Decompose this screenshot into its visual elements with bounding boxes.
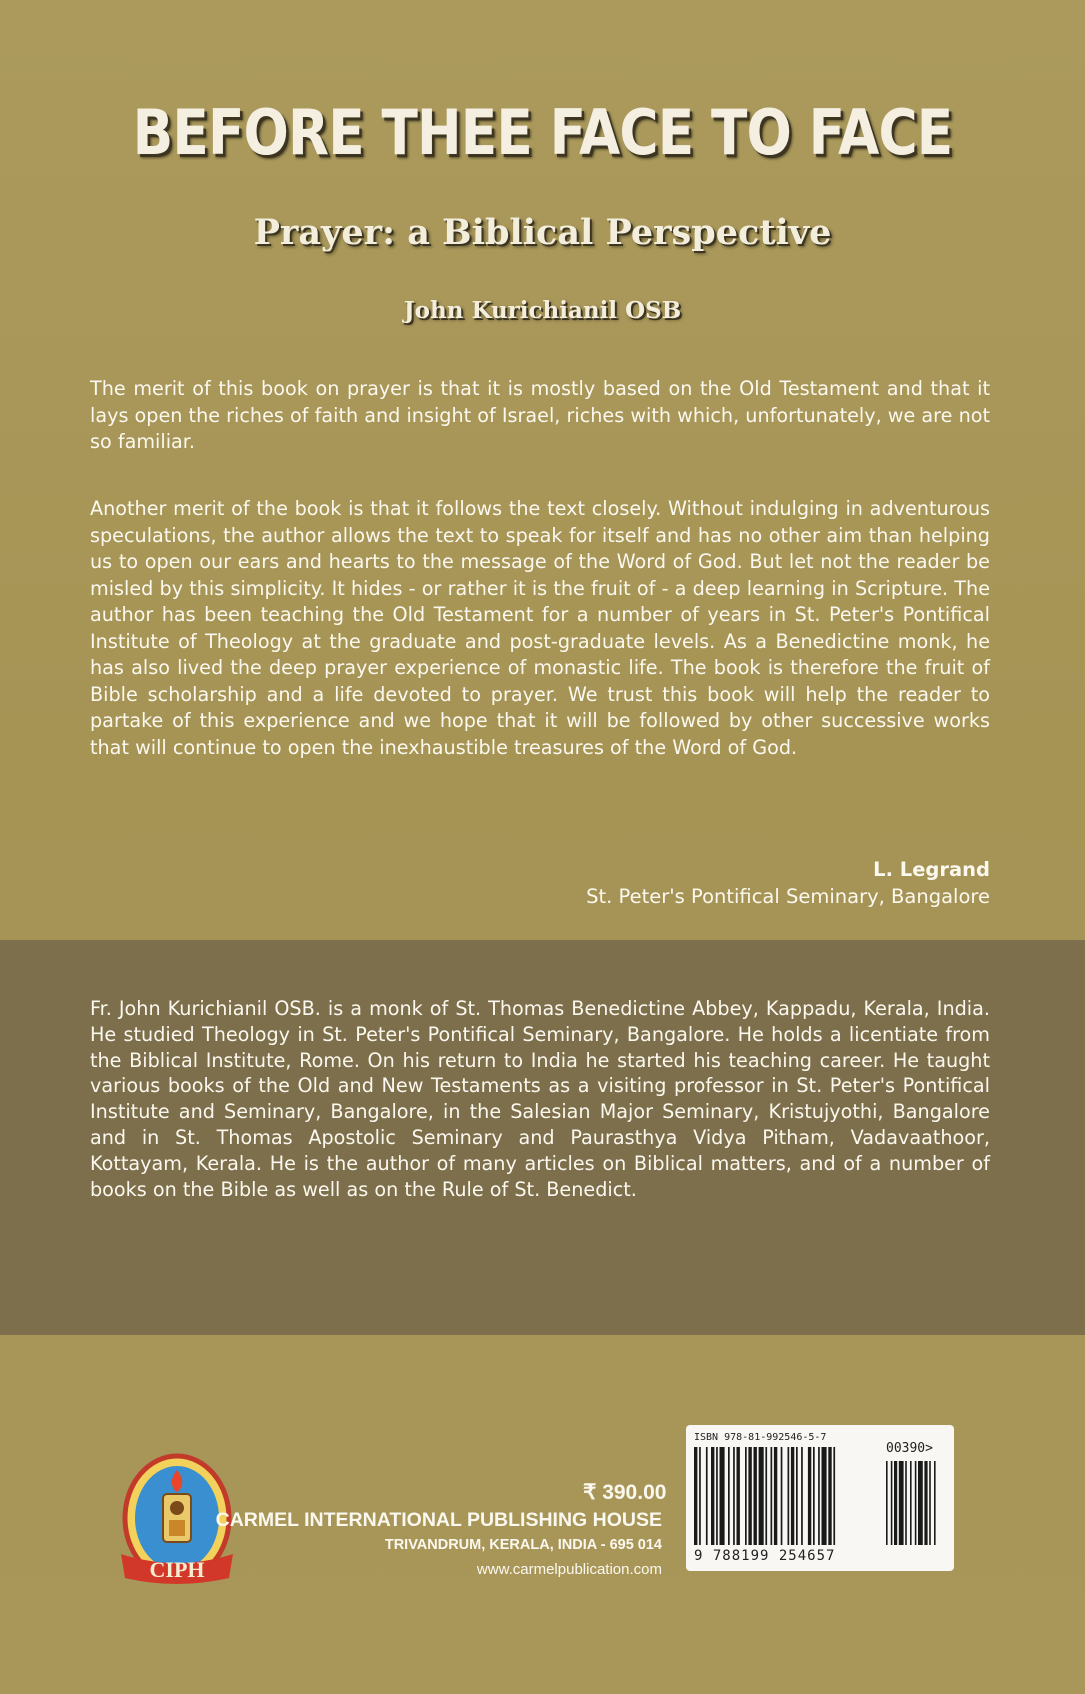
logo-lettering: CIPH — [149, 1557, 205, 1582]
barcode-bar — [822, 1447, 827, 1545]
isbn-label: ISBN 978-81-992546-5-7 — [694, 1432, 827, 1443]
barcode-bar — [818, 1447, 820, 1545]
foreword-signatory-affiliation: St. Peter's Pontifical Seminary, Bangalore — [586, 885, 990, 908]
publisher-address: TRIVANDRUM, KERALA, INDIA - 695 014 — [384, 1537, 662, 1553]
author-bio: Fr. John Kurichianil OSB. is a monk of St. Thomas Benedictine Abbey, Kappadu, Kerala, India. He studied Theology in St. Peter's Pontifical Seminary, Bangalore. He holds a licentiate from the Biblical Institute, Rome. On his return to India he started his teaching career. He taught various books of the Old and New Testaments as a visiting professor in St. Peter's Pontifical Institute and Seminary, Bangalore, in the Salesian Major Seminary, Kristujyothi, Bangalore and in St. Thomas Apostolic Seminary and Paurasthya Vidya Pitham, Vadavaathoor, Kottayam, Kerala. He is the author of many articles on Biblical matters, and of a number of books on the Bible as well as on the Rule of St. Benedict. — [90, 997, 990, 1201]
barcode-bar — [813, 1447, 815, 1545]
barcode-bar — [771, 1447, 773, 1545]
barcode-addon-bar — [886, 1461, 888, 1545]
barcode-addon-bar — [910, 1461, 912, 1545]
barcode-bar — [833, 1447, 835, 1545]
barcode-bar — [828, 1447, 831, 1545]
barcode-bar — [706, 1447, 708, 1545]
foreword-signatory: L. Legrand — [873, 858, 990, 881]
price: ₹ 390.00 — [583, 1481, 667, 1504]
barcode-addon-bar — [929, 1461, 931, 1545]
barcode-bar — [774, 1447, 777, 1545]
barcode-bar — [745, 1447, 747, 1545]
barcode-bar — [788, 1447, 790, 1545]
barcode-bar — [765, 1447, 767, 1545]
barcode-bars — [692, 1447, 948, 1547]
barcode-bar — [808, 1447, 811, 1545]
isbn-barcode — [686, 1425, 954, 1571]
isbn-number: 9 788199 254657 — [694, 1548, 836, 1564]
publisher-name: CARMEL INTERNATIONAL PUBLISHING HOUSE — [215, 1509, 662, 1531]
foreword-paragraph-1: The merit of this book on prayer is that it is mostly based on the Old Testament and that it lays open the riches of faith and insight of Israel, riches with which, unfortunately, we are not so familiar. — [90, 377, 990, 453]
barcode-bar — [796, 1447, 798, 1545]
barcode-addon-bar — [918, 1461, 923, 1545]
barcode-bar — [699, 1447, 701, 1545]
book-subtitle: Prayer: a Biblical Perspective — [253, 212, 832, 253]
barcode-addon-bar — [899, 1461, 904, 1545]
book-author: John Kurichianil OSB — [403, 297, 682, 324]
barcode-addon-bar — [905, 1461, 907, 1545]
barcode-bar — [748, 1447, 751, 1545]
barcode-bar — [801, 1447, 803, 1545]
barcode-bar — [716, 1447, 718, 1545]
barcode-bar — [733, 1447, 735, 1545]
barcode-bar — [728, 1447, 730, 1545]
barcode-addon-bar — [894, 1461, 897, 1545]
book-title: BEFORE THEE FACE TO FACE — [132, 96, 953, 169]
barcode-bar — [737, 1447, 740, 1545]
barcode-bar — [720, 1447, 725, 1545]
barcode-bar — [791, 1447, 794, 1545]
barcode-addon-bar — [924, 1461, 927, 1545]
foreword-paragraph-2: Another merit of the book is that it follows the text closely. Without indulging in adventurous speculations, the author allows the text to speak for itself and has no other aim than helping us to open our ears and hearts to the message of the Word of God. But let not the reader be misled by this simplicity. It hides - or rather it is the fruit of - a deep learning in Scripture. The author has been teaching the Old Testament for a number of years in St. Peter's Pontifical Institute of Theology at the graduate and post-graduate levels. As a Benedictine monk, he has also lived the deep prayer experience of monastic life. The book is therefore the fruit of Bible scholarship and a life devoted to prayer. We trust this book will help the reader to partake of this experience and we hope that it will be followed by other successive works that will continue to open the inexhaustible treasures of the Word of God. — [90, 497, 990, 759]
barcode-addon-bar — [915, 1461, 917, 1545]
publisher-website: www.carmelpublication.com — [476, 1561, 662, 1578]
barcode-addon-bar — [891, 1461, 893, 1545]
barcode-bar — [759, 1447, 764, 1545]
barcode-bar — [711, 1447, 714, 1545]
barcode-bar — [694, 1447, 697, 1545]
barcode-bar — [781, 1447, 783, 1545]
barcode-addon-number: 00390> — [886, 1441, 933, 1456]
barcode-addon-bar — [934, 1461, 936, 1545]
barcode-bar — [754, 1447, 757, 1545]
